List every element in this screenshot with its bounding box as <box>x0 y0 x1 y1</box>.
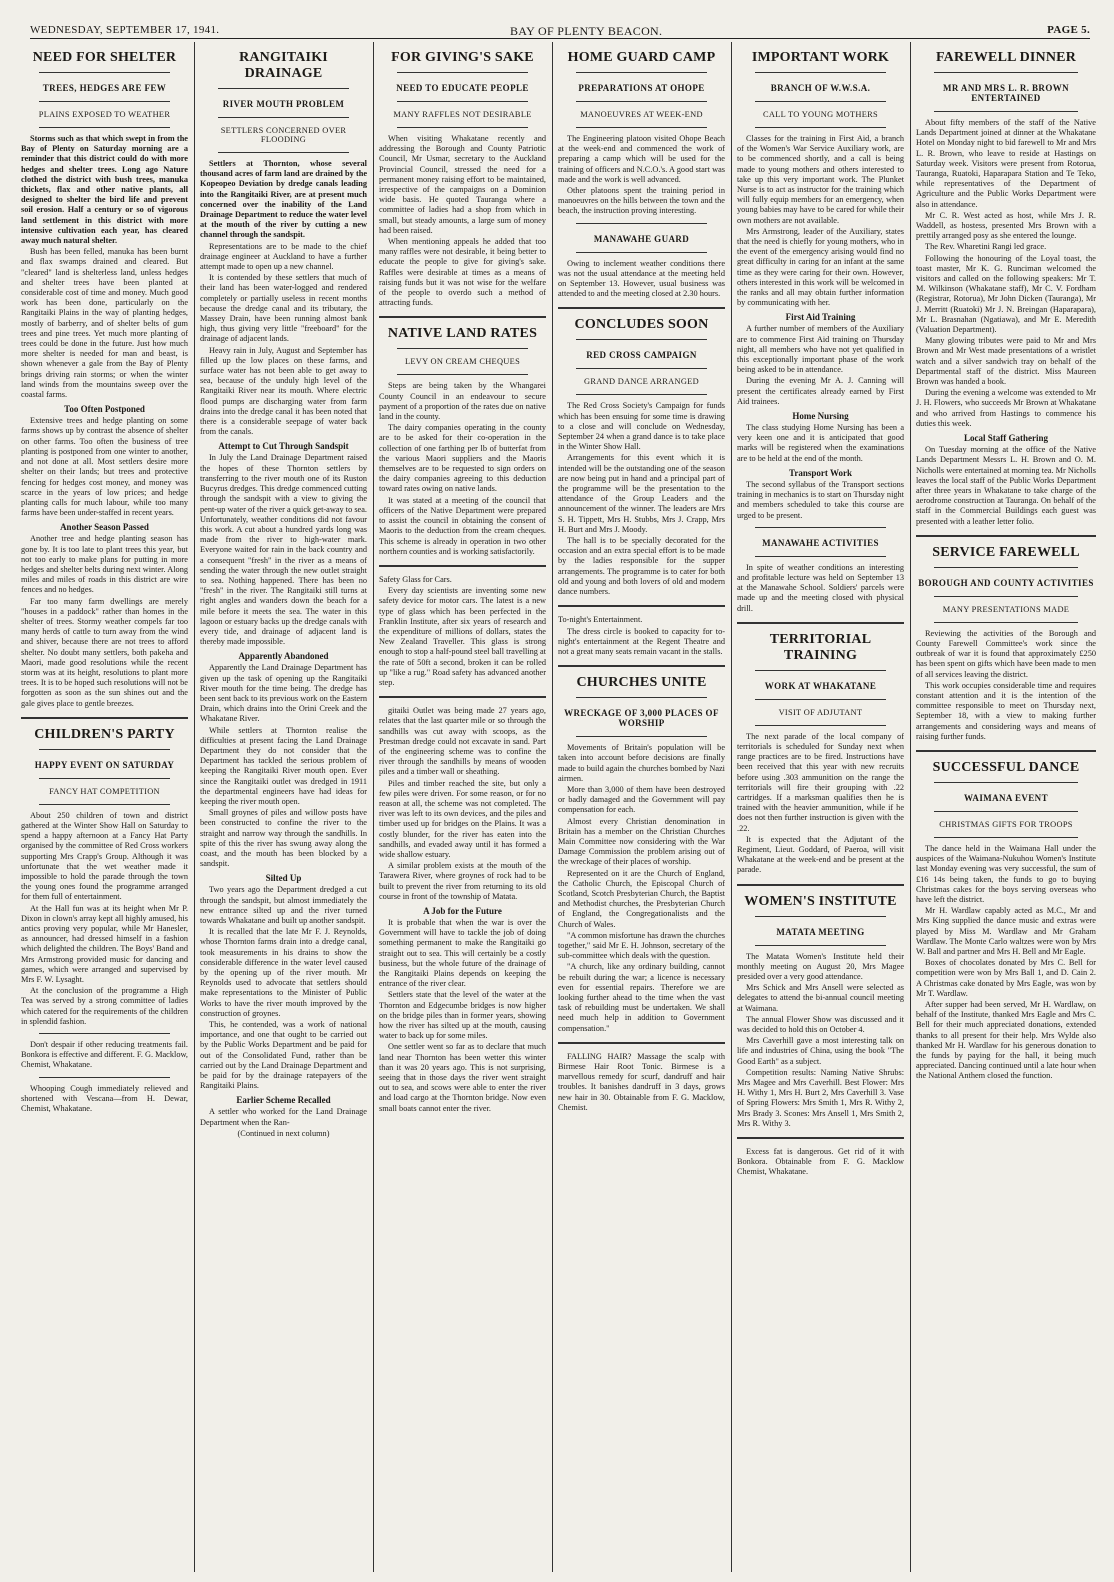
deck: PLAINS EXPOSED TO WEATHER <box>38 110 171 119</box>
divider <box>934 111 1078 112</box>
subheading: Transport Work <box>789 467 852 478</box>
article-rangitaiki-continued <box>379 706 546 1114</box>
paragraph: Movements of Britain's population will be taken into account before decisions are finally made to build again the churches bombed by Nazi airmen. <box>558 743 725 783</box>
paragraph: Far too many farm dwellings are merely "houses in a paddock" rather than homes in the shelter of trees. Stormy weather compels far too many herds of cattle to turn away from the wind and shiver, because there are not trees to afford shelter. No doubt many settlers, both pakeha and Maori, made good resolutions while the recent storm was at its height, resolutions to plant more trees. It is to be hoped such resolutions will not be forgotten as soon as the sun shines out and the gale gives place to gentle breezes. <box>21 596 188 708</box>
subheading: Local Staff Gathering <box>964 433 1048 444</box>
page-columns <box>18 42 1098 1572</box>
deck: VISIT OF ADJUTANT <box>778 707 863 717</box>
paragraph: More than 3,000 of them have been destroyed or badly damaged and the Government will pay compensation for each. <box>558 784 725 815</box>
divider <box>755 527 886 528</box>
headline: RANGITAIKI DRAINAGE <box>239 50 328 81</box>
paragraph: Mrs Schick and Mrs Ansell were selected as delegates to attend the bi-annual council meeting at Waimana. <box>737 983 904 1013</box>
divider <box>755 725 886 726</box>
divider <box>755 916 886 917</box>
divider <box>755 101 886 102</box>
article-divider <box>916 535 1096 537</box>
advertisement: Excess fat is dangerous. Get rid of it with Bonkora. Obtainable from F. G. Macklow Chemist, Whakatane. <box>737 1147 904 1177</box>
paragraph: Every day scientists are inventing some new safety device for motor cars. The latest is a new type of glass which has been perfected in the Franklin Institute, after six years of research and the expenditure of millions of dollars, states the New Zealand Traveller. This glass is strong enough to stop a half-pound steel ball travelling at the rate of 50ft a second, broken it can be rolled up "like a rug." Road safety has advanced another step. <box>379 586 546 687</box>
paragraph: In July the Land Drainage Department raised the hopes of these Thornton settlers by transferring to the river mouth one of its Ruston Bucyrus dredges. This dredge commenced cutting through the sandspit with a view to giving the pent-up water of the river a quick get-away to sea. Unfortunately, weather conditions did not favour this work. A cut about a hundred yards long was made from the river to high-water mark. Everyone waited for rain in the back country and a consequent "fresh" in the river as a means of sending the water through the new outlet straight to sea. Nothing happened. There has been no "fresh" in the river. The Rangitaiki still turns at right angles and wanders down the beach for a mile before it meets the sea. The water in this lagoon or estuary backs up the dredge canals with every tide, and drainage of adjacent land is thereby made impossible. <box>200 453 367 647</box>
paragraph: Reviewing the activities of the Borough and County Farewell Committee's work since the outbreak of war it is found that approximately £250 has been spent on gifts which have been made to men of all services leaving the district. <box>916 628 1096 679</box>
subheading: First Aid Training <box>785 312 856 323</box>
divider <box>576 394 707 395</box>
article-divider <box>737 622 904 624</box>
article-divider <box>737 1137 904 1139</box>
divider <box>576 736 707 737</box>
deck: TREES, HEDGES ARE FEW <box>42 83 167 93</box>
divider <box>218 117 349 118</box>
deck: HAPPY EVENT ON SATURDAY <box>34 759 175 770</box>
article-divider <box>379 565 546 567</box>
paragraph: The hall is to be specially decorated for the occasion and an extra special effort is to be made by the ladies responsible for the supper arrangements. The programme is to cater for both old and young and both lovers of old and modern dance numbers. <box>558 536 725 597</box>
paragraph: About 250 children of town and district gathered at the Winter Show Hall on Saturday to spend a happy afternoon at a Fancy Hat Party organised by the committee of Red Cross workers supporting Mrs Crapp's Group. Although it was unfortunate that the wet weather made it impossible to hold the parade through the town the young ones found the programme arranged for them full of entertainment. <box>21 810 188 902</box>
headline: MANAWAHE GUARD <box>593 233 690 244</box>
deck: RED CROSS CAMPAIGN <box>586 350 697 361</box>
article-native-land-rates <box>379 326 546 556</box>
paragraph: The class studying Home Nursing has been a very keen one and it is anticipated that good marks will be registered when the examinations are to be held at the end of the month. <box>737 423 904 463</box>
deck: MANOEUVRES AT WEEK-END <box>580 110 703 119</box>
divider <box>934 622 1078 623</box>
article-divider <box>379 696 546 698</box>
headline: CHURCHES UNITE <box>576 675 707 691</box>
paragraph: Classes for the training in First Aid, a branch of the Women's War Service Auxiliary work, are to be commenced shortly, and a call is being made to young mothers and others interested to take up this very important work. The Plunket Nurse is to act as instructor for the training which will fully equip members for an emergency, when young babies may have to be cared for while their own mothers are not available. <box>737 134 904 225</box>
divider <box>39 778 170 779</box>
subheading: Another Season Passed <box>60 522 149 533</box>
item-title: To-night's Entertainment. <box>558 615 643 625</box>
deck: SETTLERS CONCERNED OVER FLOODING <box>220 126 347 144</box>
subheading: Silted Up <box>265 873 302 884</box>
headline: NATIVE LAND RATES <box>387 326 538 342</box>
subheading: A Job for the Future <box>423 906 502 916</box>
deck: WRECKAGE OF 3,000 PLACES OF WORSHIP <box>564 708 719 729</box>
article-divider <box>21 717 188 719</box>
article-for-givings-sake <box>379 50 546 308</box>
article-divider <box>558 665 725 667</box>
deck: MATATA MEETING <box>776 926 865 937</box>
divider <box>39 101 170 102</box>
deck: FANCY HAT COMPETITION <box>49 786 160 796</box>
paragraph: Mrs Armstrong, leader of the Auxiliary, states that the need is chiefly for young mothers, who in the event of the emergency arising would find no great difficulty in caring for an infant at the same time as they were caring for their own. However, others interested in this work will be welcomed in the ranks and all may obtain further information by communicating with her. <box>737 226 904 308</box>
paragraph: The Matata Women's Institute held their monthly meeting on August 20, Mrs Magee presided over a very good attendance. <box>737 951 904 981</box>
paragraph: Another tree and hedge planting season has gone by. It is too late to plant trees this year, but not too early to make plans for putting in more hedges and shelter belts during next winter. Along miles and miles of roads in this district are wire fences and no hedges. <box>21 534 188 595</box>
divider <box>39 749 170 750</box>
paragraph: Mrs Caverhill gave a most interesting talk on life and industries of China, using the book "The Good Earth" as a subject. <box>737 1036 904 1066</box>
subheading: Apparently Abandoned <box>238 651 329 662</box>
article-important-work <box>737 50 904 521</box>
column-4 <box>558 42 725 1572</box>
article-tonights-entertainment <box>558 615 725 657</box>
paragraph: Many glowing tributes were paid to Mr and Mrs Brown and Mr West made presentations of a wristlet watch and a silver sandwich tray on behalf of the Departmental staff of the district. Miss Maureen Brown was handed a book. <box>916 336 1096 387</box>
paragraph: The dairy companies operating in the county are to be asked for their co-operation in the collection of one farthing per lb of butterfat from the various Maori suppliers and the Maoris themselves are to be requested to sign orders on the dairy companies agreeing to this deduction toward rates owing on native lands. <box>379 423 546 494</box>
deck: BOROUGH AND COUNTY ACTIVITIES <box>918 577 1094 588</box>
deck: CALL TO YOUNG MOTHERS <box>763 110 878 119</box>
article-home-guard-camp <box>558 50 725 217</box>
column-rule <box>731 42 732 1572</box>
divider <box>755 556 886 557</box>
divider <box>39 1033 170 1034</box>
paragraph: "A church, like any ordinary building, cannot be rebuilt during the war; a licence is necessary even for essential repairs. Therefore we are looking further ahead to the time when the vast task of rebuilding must be undertaken. We shall need much help in addition to Government compensation." <box>558 962 725 1033</box>
divider <box>397 72 528 73</box>
issue-date: WEDNESDAY, SEPTEMBER 17, 1941. <box>30 24 220 36</box>
article-churches-unite <box>558 675 725 1034</box>
paragraph: Mr C. R. West acted as host, while Mrs J. R. Waddell, as hostess, presented Mrs Brown with a prettily arranged posy as she entered the lounge. <box>916 210 1096 241</box>
paragraph: A further number of members of the Auxiliary are to commence First Aid training on Thursday night, all members who have not yet qualified in this exceptionally important phase of the work being asked to be in attendance. <box>737 324 904 375</box>
divider <box>576 101 707 102</box>
subheading: Earlier Scheme Recalled <box>236 1095 331 1106</box>
divider <box>576 127 707 128</box>
divider <box>576 72 707 73</box>
deck: RIVER MOUTH PROBLEM <box>222 99 345 109</box>
paragraph: At the conclusion of the programme a High Tea was served by a strong committee of ladies which catered for the requirements of the children in splendid fashion. <box>21 986 188 1026</box>
article-service-farewell <box>916 545 1096 742</box>
headline: CHILDREN'S PARTY <box>34 726 175 742</box>
paragraph: The annual Flower Show was discussed and it was decided to hold this on October 4. <box>737 1014 904 1034</box>
paragraph: When mentioning appeals he added that too many raffles were not desirable, it being better to educate the people to give for giving's sake. Raffles were desirable at times as a means of raising funds but it was not wise for the welfare of the people to overdo such a method of attracting funds. <box>379 237 546 308</box>
divider <box>576 339 707 340</box>
divider <box>934 837 1078 838</box>
column-1 <box>21 42 188 1572</box>
subheading: Attempt to Cut Through Sandspit <box>218 441 349 452</box>
paragraph: It is recalled that the late Mr F. J. Reynolds, whose Thornton farms drain into a dredge canal, took measurements in his drains to show the considerable difference in the water level caused by the opening up of the river mouth. Mr Reynolds used to advocate that settlers should make representations to the Minister of Public Works to have the river mouth improved by the construction of groynes. <box>200 927 367 1018</box>
column-6 <box>916 42 1096 1572</box>
deck: NEED TO EDUCATE PEOPLE <box>396 83 529 93</box>
page-number: PAGE 5. <box>1047 24 1090 36</box>
headline: MANAWAHE ACTIVITIES <box>762 537 879 548</box>
column-2 <box>200 42 367 1572</box>
divider <box>397 127 528 128</box>
divider <box>576 368 707 369</box>
advertisement: Don't despair if other reducing treatments fail. Bonkora is effective and different. F. G. Macklow, Chemist, Whakatane. <box>21 1040 188 1070</box>
paper-title: BAY OF PLENTY BEACON. <box>510 24 663 38</box>
column-rule <box>910 42 911 1572</box>
deck: LEVY ON CREAM CHEQUES <box>404 357 521 367</box>
divider <box>576 223 707 224</box>
divider <box>39 127 170 128</box>
paragraph: About fifty members of the staff of the Native Lands Department joined at dinner at the Whakatane Hotel on Monday night to bid farewell to Mr and Mrs L. R. Brown, who leave to reside at Hastings on Saturday week. Visitors were present from Rotorua, Tauranga, Ruatoki, Haparapara Station and Te Teko, while representatives of the Department of Agriculture and the Public Works Department were also in attendance. <box>916 118 1096 209</box>
paragraph: During the evening a welcome was extended to Mr J. H. Flowers, who succeeds Mr Brown at Whakatane and who arrived from Hastings to commence his duties this week. <box>916 388 1096 428</box>
headline: CONCLUDES SOON <box>574 317 709 333</box>
paragraph: During the evening Mr A. J. Canning will present the certificates already earned by First Aid trainees. <box>737 376 904 406</box>
continued-note: (Continued in next column) <box>237 1128 330 1138</box>
divider <box>755 945 886 946</box>
paragraph: While settlers at Thornton realise the difficulties at present facing the Land Drainage Department they do not consider that the Department has tackled the serious problem of keeping the Rangitaiki River mouth open. Ever since the Rangitaiki outlet was dredged in 1911 the departmental engineers have had ideas for keeping the river mouth open. <box>200 725 367 806</box>
article-womens-institute <box>737 894 904 1129</box>
paragraph: Competition results: Naming Native Shrubs: Mrs Magee and Mrs Caverhill. Best Flower: Mrs H. Withy 1, Mrs H. Burt 2, Mrs Caverhill 3. Vase of Spring Flowers: Mrs Smith 1, Mrs R. Withy 2, Mrs Brady 3. Scones: Mrs Ansell 1, Mrs Smith 2, Mrs R. Withy 3. <box>737 1067 904 1128</box>
paragraph: A similar problem exists at the mouth of the Tarawera River, where groynes of rock had to be built to prevent the river from returning to its old course in front of the township of Matata. <box>379 861 546 901</box>
divider <box>934 782 1078 783</box>
deck: CHRISTMAS GIFTS FOR TROOPS <box>939 819 1073 829</box>
paragraph: Heavy rain in July, August and September has filled up the low places on these farms, and surface water has not been able to get away to sea, because of the unduly high level of the Rangitaiki River near its mouth. Where electric flood pumps are discharging water from farm drains into the dredge canal it has been noted that there is a considerable seepage of water back from the canals. <box>200 345 367 437</box>
article-divider <box>558 1042 725 1044</box>
paragraph: gitaiki Outlet was being made 27 years ago, relates that the last quarter mile or so through the sandhills was cut away with scoops, as the Prestman dredge could not excavate in sand. Part of the engineering scheme was to confine the river through the sandhills by means of wooden piles and a timber wall or sheathing. <box>379 706 546 777</box>
paragraph: Almost every Christian denomination in Britain has a member on the Christian Churches Main Committee now considering with the War Damage Commission the problem arising out of the wreckage of their places of worship. <box>558 816 725 867</box>
paragraph: After supper had been served, Mr H. Wardlaw, on behalf of the Institute, thanked Mrs Eagle and Mrs C. Bell for their much appreciated donations, extended thanks to all present for their help. Mrs Wylde also thanked Mr H. Wardlaw for his generous donation to the funds by paying for the hall, it being much appreciated. Dancing continued until a late hour when the National Anthem closed the function. <box>916 1000 1096 1081</box>
advertisement: FALLING HAIR? Massage the scalp with Birmese Hair Root Tonic. Birmese is a marvellous remedy for scurf, dandruff and hair troubles. It banishes dandruff in 3 days, grows new hair in 30. Obtainable from F. G. Macklow, Chemist. <box>558 1051 725 1112</box>
paragraph: Apparently the Land Drainage Department has given up the task of opening up the Rangitaiki River mouth for the time being. The dredge has been sent back to its previous work on the Eastern Drain, which drains into the Orini Creek and the Whakatane River. <box>200 663 367 724</box>
article-safety-glass <box>379 575 546 688</box>
paragraph: Represented on it are the Church of England, the Catholic Church, the Episcopal Church of Scotland, Scotch Presbyterian Church, the Baptist and Methodist churches, the Presbyterian Church of England, the Congregationalists and the Church of Wales. <box>558 868 725 929</box>
lead-paragraph <box>200 159 367 241</box>
paragraph: This, he contended, was a work of national importance, and one that ought to be carried out by the Public Works Department and be paid for out of the Consolidated Fund, rather than be carried out by the Land Drainage Department and be paid for by the drainage ratepayers of the Rangitaiki Plains. <box>200 1020 367 1091</box>
divider <box>576 252 707 253</box>
divider <box>397 374 528 375</box>
column-rule <box>552 42 553 1572</box>
masthead-rule <box>30 38 1090 39</box>
paragraph: The dance held in the Waimana Hall under the auspices of the Waimana-Nukuhou Women's Institute last Monday evening was very successful, the sum of £16 14s being taken, the funds to go to buying Christmas cakes for the boys serving overseas who have left the district. <box>916 843 1096 904</box>
paragraph: The Red Cross Society's Campaign for funds which has been ensuing for some time is drawing to a close and will conclude on Wednesday, September 24 when a grand dance is to take place in the Winter Show Hall. <box>558 401 725 452</box>
column-rule <box>373 42 374 1572</box>
paragraph: A settler who worked for the Land Drainage Department when the Ran- <box>200 1107 367 1127</box>
headline: NEED FOR SHELTER <box>32 50 177 65</box>
divider <box>218 88 349 89</box>
divider <box>934 811 1078 812</box>
paragraph: The Engineering platoon visited Ohope Beach at the week-end and commenced the work of preparing a camp which will be used for the training of officers and N.C.O.'s. A good start was made and the work is well advanced. <box>558 134 725 184</box>
paragraph: Settlers state that the level of the water at the Thornton and Edgecumbe bridges is now higher on the bridge piles than in former years, showing how the river has silted up at the mouth, causing water to back up for some miles. <box>379 990 546 1041</box>
deck: GRAND DANCE ARRANGED <box>584 377 699 387</box>
paragraph: Piles and timber reached the site, but only a few piles were driven. For some reason, or for no reason at all, the scheme was not completed. The river was left to its own devices, and the piles and timber used up for bridges on the Plains. It was a costly blunder, for the river has eaten into the sandhills, and evaded away until it has formed a wide shallow estuary. <box>379 778 546 859</box>
deck: MR AND MRS L. R. BROWN ENTERTAINED <box>942 83 1070 103</box>
item-title: Safety Glass for Cars. <box>379 574 452 584</box>
article-need-for-shelter <box>21 50 188 709</box>
paragraph: The second syllabus of the Transport sections training in mechanics is to start on Thursday night and members scheduled to take this course are urged to be present. <box>737 479 904 520</box>
paragraph: On Tuesday morning at the office of the Native Lands Department Messrs L. H. Brown and O. M. Nicholls were entertained at morning tea. Mr Nicholls leaves the local staff of the Public Works Department after three years in Whakatane to take charge of the aerodrome construction at Tauranga. On behalf of the staff in the Commercial Buildings each guest was presented with a leather letter folio. <box>916 445 1096 526</box>
divider <box>755 127 886 128</box>
masthead <box>30 16 1090 40</box>
paragraph: It is expected that the Adjutant of the Regiment, Lieut. Goddard, of Paeroa, will visit Whakatane at the week-end and be present at the parade. <box>737 834 904 875</box>
article-farewell-dinner <box>916 50 1096 527</box>
article-manawahe-activities <box>737 538 904 614</box>
deck: PREPARATIONS AT OHOPE <box>578 83 705 93</box>
article-successful-dance <box>916 760 1096 1082</box>
article-divider <box>737 884 904 886</box>
deck: WAIMANA EVENT <box>964 792 1048 803</box>
paragraph: The next parade of the local company of territorials is scheduled for Sunday next when range practices are to be fired. Instructions have been received that this year with new recruits before using .303 ammunition on the range the territorials will fire their grouping with .22 cartridges. If a marksman qualifies then he is trained with the heavier ammunition, while if he does not then further instruction is given with the .22. <box>737 731 904 833</box>
headline: WOMEN'S INSTITUTE <box>744 893 897 909</box>
divider <box>934 596 1078 597</box>
paragraph: Bush has been felled, manuka has been burnt and flax swamps drained and cleared. But "cleared" land is shelterless land, unless hedges and shelter trees have been planted at considerable cost of time and money. Much good work has been done, particularly on the Rangitaiki Plains in the way of planting hedges, mostly of barberry, and of shelter belts of gum trees and pine trees. Yet much more planting of trees could be done in the future. Just how much more shelter is needed for man and beast, is shown whenever a gale from the Bay of Plenty brings driving rain storms; or when the winter land winds from the mountains sweep over the coastal farms. <box>21 247 188 400</box>
paragraph: At the Hall fun was at its height when Mr P. Dixon in clown's array kept all highly amused, his antics proving very popular, while Mr Hanesler, as announcer, had dressed himself in a fashion which delighted the children. The Boys' Band and Mrs Armstrong provided music for dancing and games, which were arranged and supervised by Mrs F. W. Lysaght. <box>21 903 188 985</box>
article-childrens-party <box>21 727 188 1027</box>
headline: SUCCESSFUL DANCE <box>932 759 1080 775</box>
deck: WORK AT WHAKATANE <box>764 680 877 691</box>
paragraph: When visiting Whakatane recently and addressing the Borough and County Patriotic Council, Mr Usmar, secretary to the Auckland Provincial Council, stressed the need for a permanent money raising effort to be maintained, irrespective of the campaigns on a Dominion wide basis. He quoted Tauranga where a committee of ladies had a shop from which in small, but steady amounts, a large sum of money had been raised. <box>379 134 546 235</box>
headline: TERRITORIAL TRAINING <box>769 631 872 663</box>
divider <box>755 72 886 73</box>
headline: HOME GUARD CAMP <box>567 50 716 65</box>
headline: FAREWELL DINNER <box>935 50 1077 65</box>
paragraph: It was stated at a meeting of the council that officers of the Native Department were prepared to assist the council in obtaining the consent of Maoris to the deduction from the cream cheques. This scheme is already in operation in two other northern counties and is working satisfactorily. <box>379 495 546 556</box>
headline: IMPORTANT WORK <box>751 50 890 65</box>
paragraph: The Rev. Wharetini Rangi led grace. <box>925 242 1047 252</box>
article-concludes-soon <box>558 317 725 597</box>
paragraph: It is contended by these settlers that much of their land has been water-logged and rendered completely or partially useless in recent months because the dredge canal and its tributary, the Massey Drain, have been running almost bank high, thus giving very little "freeboard" for the drainage of adjacent lands. <box>200 273 367 344</box>
headline: SERVICE FAREWELL <box>932 544 1080 560</box>
paragraph: Storms such as that which swept in from the Bay of Plenty on Saturday morning are a reminder that this district could do with more hedges and shelter trees. Long ago Nature clothed the district with bush trees, manuka thickets, flax and other native plants, all designed to shelter the bird life and prevent soil erosion. Half a century or so of vigorous land settlement in this district with more intensive cultivation each year, has cleared away much natural shelter. <box>21 134 188 246</box>
subheading: Too Often Postponed <box>64 404 145 415</box>
paragraph: It is probable that when the war is over the Government will have to tackle the job of doing something permanent to make the Rangitaiki go straight out to sea. This will certainly be a costly business, but the whole future of the drainage of the Rangitaiki Plains depends on keeping the entrance of the river clear. <box>379 918 546 989</box>
headline: FOR GIVING'S SAKE <box>391 50 534 65</box>
paragraph: Boxes of chocolates donated by Mrs C. Bell for competition were won by Mrs Ball 1, and D. Cain 2. A Christmas cake donated by Mrs Eagle, was won by Mr T. Wardlaw. <box>916 958 1096 998</box>
divider <box>934 72 1078 73</box>
column-5 <box>737 42 904 1572</box>
article-manawahe-guard <box>558 234 725 300</box>
paragraph: In spite of weather conditions an interesting and profitable lecture was held on September 13 at the Manawahe School. Soldiers' parcels were made up and the meeting closed with physical drill. <box>737 562 904 613</box>
divider <box>397 348 528 349</box>
paragraph: Small groynes of piles and willow posts have been constructed to confine the river to the straight and narrow way through the sandhills. In spite of this the river has swung away along the coast, and the mouth has been blocked by a sandspit. <box>200 808 367 869</box>
paragraph: Settlers at Thornton, whose several thousand acres of farm land are drained by the Kopeopeo Deviation by dredge canals leading into the Rangitaiki River, are at present much concerned over the inability of the Land Drainage Department to reduce the water level at the mouth of the river by cutting a new channel through the sandspit. <box>200 159 367 240</box>
paragraph: Extensive trees and hedge planting on some farms shows up by contrast the absence of shelter on other farms. Too often the business of tree planting is postponed from one winter to another, and not done at all. Most settlers desire more shelter on their lands; but trees and protective fencing for hedges cost money, and money was scarce in the years of low prices; and hedge planting calls for much labour, while too many farms have been under-staffed in recent years. <box>21 416 188 518</box>
paragraph: Arrangements for this event which it is intended will be the outstanding one of the season are now being put in hand and a principal part of the programme will be the presentation to the attendance of the Group Leaders and the announcement of the winner. The leaders are Mrs S. H. Tippett, Mrs H. Stubbs, Mrs J. Crapp, Mrs H. Burt and Mrs J. Moody. <box>558 453 725 534</box>
deck: MANY RAFFLES NOT DESIRABLE <box>393 110 532 119</box>
divider <box>934 567 1078 568</box>
paragraph: Steps are being taken by the Whangarei County Council in an endeavour to secure payment of a proportion of the rates due on native land in the county. <box>379 381 546 422</box>
column-3 <box>379 42 546 1572</box>
deck: BRANCH OF W.W.S.A. <box>770 83 871 93</box>
paragraph: The dress circle is booked to capacity for to-night's entertainment at the Regent Theatre and not a great many seats remain vacant in the stalls. <box>558 626 725 656</box>
divider <box>218 152 349 153</box>
advertisement: Whooping Cough immediately relieved and shortened with Vescana—from H. Dewar, Chemist, Whakatane. <box>21 1083 188 1114</box>
column-rule <box>194 42 195 1572</box>
deck: MANY PRESENTATIONS MADE <box>942 604 1070 614</box>
article-divider <box>916 750 1096 752</box>
paragraph: Following the honouring of the Loyal toast, the toast master, Mr K. G. Runciman welcomed the visitors and called on the following speakers: Mr T. M. Wilkinson (Whakatane staff), Mr C. V. Fordham (Registrar, Rotorua), Mr John Dicken (Tauranga), Mr J. Merritt (Ruatoki) Mr J. N. Breingan (Haparapara), Mr L. Brasnahan (Ngatiawa), and Mr E. Meredith (Valuation Department). <box>916 253 1096 335</box>
divider <box>39 1077 170 1078</box>
divider <box>576 697 707 698</box>
divider <box>39 804 170 805</box>
paragraph: Representations are to be made to the chief drainage engineer at Auckland to have a further attempt made to open up a new channel. <box>200 241 367 272</box>
paragraph: Owing to inclement weather conditions there was not the usual attendance at the meeting held on September 13. However, usual business was attended to and the meeting closed at 2.30 hours. <box>558 258 725 299</box>
article-divider <box>558 307 725 309</box>
paragraph: One settler went so far as to declare that much land near Thornton has been wetter this winter than it was 20 years ago. This is not surprising, seeing that in those days the river went straight out to sea, and scows were able to enter the river and load cargo at the Thornton bridge. Now even small boats cannot enter the river. <box>379 1042 546 1113</box>
article-territorial-training <box>737 632 904 876</box>
article-rangitaiki-drainage <box>200 50 367 1139</box>
article-divider <box>379 316 546 318</box>
divider <box>755 670 886 671</box>
subheading: Home Nursing <box>792 411 849 422</box>
paragraph: Two years ago the Department dredged a cut through the sandspit, but almost immediately the new entrance silted up and the river turned towards Whakatane and built up another sandspit. <box>200 885 367 926</box>
paragraph: Mr H. Wardlaw capably acted as M.C., Mr and Mrs King supplied the dance music and extras were played by Miss M. Wardlaw and Mr Graham Wardlaw. The Monte Carlo waltzes were won by Mrs W. Ball and partner and Mrs H. Bell and Mr Eagle. <box>916 906 1096 956</box>
divider <box>755 699 886 700</box>
article-divider <box>558 605 725 607</box>
lead-paragraph <box>21 134 188 246</box>
paragraph: This work occupies considerable time and requires constant attention and it is the intention of the committee responsible to meet on Thursday next, September 18, with a view to making further arrangements and considering ways and means of raising further funds. <box>916 680 1096 741</box>
divider <box>397 101 528 102</box>
divider <box>39 72 170 73</box>
paragraph: "A common misfortune has drawn the churches together," said Mr E. H. Johnson, secretary of the sub-committee which deals with the question. <box>558 930 725 961</box>
paragraph: Other platoons spent the training period in manoeuvres on the hills between the town and the beach, the instruction proving interesting. <box>558 186 725 216</box>
